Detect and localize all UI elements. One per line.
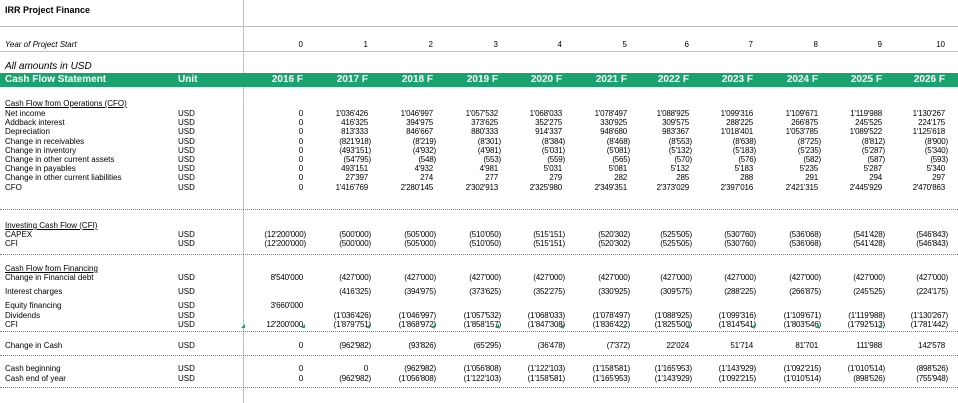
cfo-row-value: 5'132 bbox=[670, 164, 689, 174]
financing-row-label: Dividends bbox=[5, 310, 41, 320]
cfo-row-value: (565) bbox=[612, 155, 630, 164]
cfo-row-value: 5'031 bbox=[543, 164, 562, 174]
financing-row-value: (1'858'157) bbox=[463, 319, 501, 329]
cash-beginning-value: (898'526) bbox=[916, 364, 948, 373]
year-number: 1 bbox=[363, 40, 368, 49]
cfo-row-value: 5'287 bbox=[863, 164, 882, 174]
cfo-row-value: 266'875 bbox=[791, 118, 818, 128]
cfo-row-value: (576) bbox=[738, 155, 756, 164]
cfo-row-unit: USD bbox=[178, 173, 195, 183]
cfo-row-value: 2'302'913 bbox=[465, 182, 498, 192]
cfo-row-value: 1'125'618 bbox=[912, 127, 945, 137]
cfo-row-label: Net income bbox=[5, 109, 46, 118]
cfo-row-value: (593) bbox=[930, 155, 948, 164]
cfo-row-value: 373'625 bbox=[471, 118, 498, 128]
cfo-row-value: 294 bbox=[869, 173, 882, 183]
cfo-row-value: 1'130'267 bbox=[912, 109, 945, 118]
cash-end-value: (1'143'929) bbox=[654, 374, 692, 383]
cash-beginning-value: 0 bbox=[363, 364, 368, 373]
cfo-row-value: (5'132) bbox=[668, 145, 692, 155]
financing-row-value: (1'825'500) bbox=[654, 319, 692, 329]
cfo-row-value: 914'337 bbox=[535, 127, 562, 137]
cfo-row-value: (587) bbox=[867, 155, 885, 164]
section-divider bbox=[0, 387, 958, 388]
cfi-row-value: (546'843) bbox=[916, 239, 948, 249]
financing-row-value: (1'792'513) bbox=[847, 319, 885, 329]
cash-beginning-label: Cash beginning bbox=[5, 364, 61, 373]
cash-beginning-value: (1'158'581) bbox=[592, 364, 630, 373]
financing-row-unit: USD bbox=[178, 301, 195, 311]
cfo-row-value: 245'525 bbox=[855, 118, 882, 128]
cfo-row-value: 1'088'925 bbox=[656, 109, 689, 118]
financing-row-value: (1'781'442) bbox=[910, 319, 948, 329]
financing-row-value: (427'000) bbox=[469, 273, 501, 282]
cash-end-value: (1'165'953) bbox=[592, 374, 630, 383]
cfi-row-unit: USD bbox=[178, 230, 195, 239]
cfo-row-value: (5'340) bbox=[924, 145, 948, 155]
financing-row-unit: USD bbox=[178, 287, 195, 297]
financing-row-value: 3'660'000 bbox=[270, 301, 303, 311]
financing-row-value: (1'868'972) bbox=[398, 319, 436, 329]
financing-row-value: (427'000) bbox=[660, 273, 692, 282]
section-title-cfi: Investing Cash Flow (CFI) bbox=[5, 221, 98, 230]
change-in-cash-value: (7'372) bbox=[606, 341, 630, 350]
cfo-row-value: (4'981) bbox=[477, 145, 501, 155]
cfi-row-value: (505'000) bbox=[404, 230, 436, 239]
cfo-row-value: 288'225 bbox=[726, 118, 753, 128]
financing-row-value: (1'803'546) bbox=[783, 319, 821, 329]
cfo-row-unit: USD bbox=[178, 164, 195, 174]
financing-row-label: Interest charges bbox=[5, 287, 63, 297]
cfo-row-unit: USD bbox=[178, 127, 195, 137]
cfo-row-unit: USD bbox=[178, 145, 195, 155]
header-year: 2021 F bbox=[595, 74, 627, 85]
cfi-row-label: CFI bbox=[5, 239, 18, 249]
cfi-row-value: (510'050) bbox=[469, 239, 501, 249]
cash-end-value: (1'092'215) bbox=[718, 374, 756, 383]
cfo-row-value: 5'081 bbox=[608, 164, 627, 174]
financing-row-value: (427'000) bbox=[598, 273, 630, 282]
cfo-row-value: 224'175 bbox=[918, 118, 945, 128]
cfo-row-value: (5'031) bbox=[541, 145, 565, 155]
cfo-row-label: Depreciation bbox=[5, 127, 50, 137]
financing-row-value: (1'814'541) bbox=[718, 319, 756, 329]
cfo-row-value: (553) bbox=[483, 155, 501, 164]
change-in-cash-value: 51'714 bbox=[730, 341, 753, 350]
cfo-row-value: (548) bbox=[418, 155, 436, 164]
section-title-financing: Cash Flow from Financing bbox=[5, 264, 98, 273]
cash-beginning-value: (1'056'808) bbox=[463, 364, 501, 373]
financing-row-value: (266'875) bbox=[789, 287, 821, 297]
header-year: 2024 F bbox=[786, 74, 818, 85]
section-divider bbox=[0, 209, 958, 210]
year-number: 8 bbox=[813, 40, 818, 49]
cfi-row-value: (510'050) bbox=[469, 230, 501, 239]
cfo-row-value: 0 bbox=[298, 109, 303, 118]
cash-beginning-value: (1'165'953) bbox=[654, 364, 692, 373]
cfo-row-value: (8'638) bbox=[732, 136, 756, 146]
financing-row-value: 12'200'000 bbox=[266, 319, 303, 329]
cfi-row-value: (541'428) bbox=[853, 230, 885, 239]
financing-row-value: (1'836'422) bbox=[592, 319, 630, 329]
financing-row-value: (1'057'532) bbox=[463, 310, 501, 320]
cfo-row-value: 493'151 bbox=[341, 164, 368, 174]
year-number: 4 bbox=[557, 40, 562, 49]
header-year: 2023 F bbox=[721, 74, 753, 85]
cfo-row-value: (4'932) bbox=[412, 145, 436, 155]
cfo-row-value: (821'918) bbox=[339, 136, 371, 146]
cfo-row-value: (8'725) bbox=[797, 136, 821, 146]
change-in-cash-value: 22'024 bbox=[666, 341, 689, 350]
financing-row-value: (1'119'988) bbox=[848, 310, 885, 320]
change-in-cash-value: 142'578 bbox=[918, 341, 945, 350]
cfo-row-value: 1'053'785 bbox=[785, 127, 818, 137]
financing-row-value: (416'325) bbox=[339, 287, 371, 297]
financing-row-value: (330'925) bbox=[598, 287, 630, 297]
cfo-row-value: 0 bbox=[298, 173, 303, 183]
year-number: 6 bbox=[684, 40, 689, 49]
cfo-row-value: 2'349'351 bbox=[594, 182, 627, 192]
cash-end-value: (1'122'103) bbox=[463, 374, 501, 383]
cfo-row-value: (8'812) bbox=[861, 136, 885, 146]
financing-row-value: (1'130'267) bbox=[910, 310, 948, 320]
financing-row-value: (1'078'497) bbox=[592, 310, 630, 320]
header-year: 2022 F bbox=[657, 74, 689, 85]
financing-row-value: (1'109'671) bbox=[783, 310, 821, 320]
section-divider bbox=[0, 254, 958, 255]
cfo-row-value: 0 bbox=[298, 155, 303, 164]
cfo-row-value: 0 bbox=[298, 118, 303, 128]
header-label: Cash Flow Statement bbox=[5, 74, 107, 85]
cfi-row-value: (505'000) bbox=[404, 239, 436, 249]
cfo-row-value: (493'151) bbox=[339, 145, 371, 155]
cfo-row-value: 288 bbox=[740, 173, 753, 183]
cfi-row-value: (536'068) bbox=[789, 230, 821, 239]
cfo-row-value: 2'421'315 bbox=[785, 182, 818, 192]
cfo-row-value: (8'553) bbox=[668, 136, 692, 146]
cfo-row-unit: USD bbox=[178, 136, 195, 146]
financing-row-value: (1'068'033) bbox=[527, 310, 565, 320]
cfo-row-value: (8'384) bbox=[541, 136, 565, 146]
cash-end-value: (898'526) bbox=[853, 374, 885, 383]
change-in-cash-value: (36'478) bbox=[537, 341, 565, 350]
amounts-currency-label: All amounts in USD bbox=[5, 61, 92, 72]
financing-row-value: (427'000) bbox=[916, 273, 948, 282]
section-divider bbox=[0, 355, 958, 356]
financing-row-value: (1'099'316) bbox=[718, 310, 756, 320]
cfo-row-value: 0 bbox=[298, 136, 303, 146]
financing-row-value: (352'275) bbox=[533, 287, 565, 297]
cfo-row-value: 4'981 bbox=[479, 164, 498, 174]
cfo-row-value: 416'325 bbox=[341, 118, 368, 128]
cfo-row-value: 2'373'029 bbox=[656, 182, 689, 192]
header-year: 2020 F bbox=[530, 74, 562, 85]
cfi-row-label: CAPEX bbox=[5, 230, 33, 239]
financing-row-value: (245'525) bbox=[853, 287, 885, 297]
header-year: 2016 F bbox=[271, 74, 303, 85]
sheet-title: IRR Project Finance bbox=[5, 5, 91, 15]
cfo-row-value: (5'287) bbox=[861, 145, 885, 155]
financing-row-label: CFI bbox=[5, 319, 18, 329]
cash-end-value: (962'982) bbox=[339, 374, 371, 383]
cfi-row-value: (541'428) bbox=[853, 239, 885, 249]
cfo-row-value: 277 bbox=[485, 173, 498, 183]
cash-end-value: (755'948) bbox=[916, 374, 948, 383]
cfo-row-value: 0 bbox=[298, 164, 303, 174]
check-flag-icon bbox=[622, 324, 626, 328]
cfo-row-value: 1'078'497 bbox=[594, 109, 627, 118]
cfi-row-value: (515'151) bbox=[533, 239, 565, 249]
check-flag-icon bbox=[751, 324, 755, 328]
cfi-row-value: (520'302) bbox=[598, 230, 630, 239]
financing-row-value: (394'975) bbox=[404, 287, 436, 297]
cfo-row-value: (54'795) bbox=[343, 155, 371, 164]
cfo-row-value: 4'932 bbox=[414, 164, 433, 174]
cfi-row-value: (525'505) bbox=[660, 230, 692, 239]
change-in-cash-value: (962'982) bbox=[339, 341, 371, 350]
financing-row-value: (224'175) bbox=[916, 287, 948, 297]
cfo-row-unit: USD bbox=[178, 118, 195, 128]
change-in-cash-value: 0 bbox=[298, 341, 303, 350]
header-year: 2017 F bbox=[336, 74, 368, 85]
cfo-row-value: 948'680 bbox=[600, 127, 627, 137]
cfo-row-value: 0 bbox=[298, 182, 303, 192]
cfi-row-value: (500'000) bbox=[339, 230, 371, 239]
financing-row-value: (373'625) bbox=[469, 287, 501, 297]
cfo-row-label: Change in payables bbox=[5, 164, 76, 174]
check-flag-icon bbox=[815, 324, 819, 328]
financing-row-value: (1'036'426) bbox=[333, 310, 371, 320]
cash-beginning-value: 0 bbox=[298, 364, 303, 373]
check-flag-icon bbox=[495, 324, 499, 328]
cfo-row-value: 983'367 bbox=[662, 127, 689, 137]
cash-beginning-value: (1'092'215) bbox=[783, 364, 821, 373]
cfo-row-value: (5'081) bbox=[606, 145, 630, 155]
cfo-row-value: 27'397 bbox=[345, 173, 368, 183]
financing-row-unit: USD bbox=[178, 273, 195, 282]
cfi-row-value: (546'843) bbox=[916, 230, 948, 239]
cfi-row-value: (515'151) bbox=[533, 230, 565, 239]
cfo-row-value: 1'036'426 bbox=[335, 109, 368, 118]
cfo-row-label: Change in inventory bbox=[5, 145, 77, 155]
cfo-row-value: 1'119'988 bbox=[850, 109, 882, 118]
financing-row-label: Equity financing bbox=[5, 301, 62, 311]
year-number: 0 bbox=[298, 40, 303, 49]
change-in-cash-value: (93'826) bbox=[408, 341, 436, 350]
cfo-row-value: 297 bbox=[932, 173, 945, 183]
year-of-project-start-label: Year of Project Start bbox=[5, 40, 77, 49]
cash-flow-header-row bbox=[0, 73, 958, 87]
financing-row-value: (1'088'925) bbox=[654, 310, 692, 320]
title-divider bbox=[0, 26, 958, 27]
cfo-row-value: 0 bbox=[298, 127, 303, 137]
cfi-row-value: (12'200'000) bbox=[264, 230, 306, 239]
cash-end-label: Cash end of year bbox=[5, 374, 66, 383]
cfo-row-value: (582) bbox=[803, 155, 821, 164]
cfo-row-value: 5'340 bbox=[926, 164, 945, 174]
cfi-row-value: (525'505) bbox=[660, 239, 692, 249]
cfo-row-value: 279 bbox=[549, 173, 562, 183]
financing-row-value: (1'046'997) bbox=[398, 310, 436, 320]
header-year: 2026 F bbox=[913, 74, 945, 85]
cash-beginning-unit: USD bbox=[178, 364, 195, 373]
cfo-row-value: 5'235 bbox=[799, 164, 818, 174]
year-number: 2 bbox=[428, 40, 433, 49]
cfo-row-value: (8'900) bbox=[924, 136, 948, 146]
cfo-row-value: 1'057'532 bbox=[465, 109, 498, 118]
financing-row-value: (288'225) bbox=[724, 287, 756, 297]
change-in-cash-unit: USD bbox=[178, 341, 195, 350]
year-number: 3 bbox=[493, 40, 498, 49]
cfo-row-value: (570) bbox=[674, 155, 692, 164]
cfi-row-value: (536'068) bbox=[789, 239, 821, 249]
section-title-cfo: Cash Flow from Operations (CFO) bbox=[5, 99, 127, 108]
financing-row-unit: USD bbox=[178, 310, 195, 320]
cfo-row-value: 2'280'145 bbox=[400, 182, 433, 192]
cfo-row-unit: USD bbox=[178, 182, 195, 192]
cash-end-unit: USD bbox=[178, 374, 195, 383]
header-year: 2019 F bbox=[466, 74, 498, 85]
year-number: 9 bbox=[877, 40, 882, 49]
cfo-row-value: 285 bbox=[676, 173, 689, 183]
cfo-row-label: Addback interest bbox=[5, 118, 65, 128]
cash-beginning-value: (1'143'929) bbox=[718, 364, 756, 373]
cfo-row-value: 2'470'863 bbox=[912, 182, 945, 192]
cfi-row-value: (12'200'000) bbox=[264, 239, 306, 249]
financing-row-value: (427'000) bbox=[404, 273, 436, 282]
cfo-row-value: 1'089'522 bbox=[849, 127, 882, 137]
cfo-row-value: 1'068'033 bbox=[529, 109, 562, 118]
cash-beginning-value: (962'982) bbox=[404, 364, 436, 373]
cfo-row-value: 5'183 bbox=[734, 164, 753, 174]
cfo-row-value: (559) bbox=[547, 155, 565, 164]
cfo-row-value: 2'397'016 bbox=[720, 182, 753, 192]
check-flag-icon bbox=[878, 324, 882, 328]
check-flag-icon bbox=[560, 324, 564, 328]
cfo-row-value: 274 bbox=[420, 173, 433, 183]
year-number: 7 bbox=[748, 40, 753, 49]
cfo-row-value: 1'018'401 bbox=[720, 127, 753, 137]
cfo-row-value: 352'275 bbox=[535, 118, 562, 128]
change-in-cash-value: 81'701 bbox=[795, 341, 818, 350]
financing-row-value: (1'847'308) bbox=[527, 319, 565, 329]
cfo-row-value: 291 bbox=[805, 173, 818, 183]
cash-beginning-value: (1'010'514) bbox=[847, 364, 885, 373]
cfo-row-label: Change in other current assets bbox=[5, 155, 115, 164]
cfo-row-value: (5'235) bbox=[797, 145, 821, 155]
financing-row-value: (309'575) bbox=[660, 287, 692, 297]
change-in-cash-value: (65'295) bbox=[473, 341, 501, 350]
check-flag-icon bbox=[366, 324, 370, 328]
cash-end-value: (1'010'514) bbox=[783, 374, 821, 383]
financing-row-unit: USD bbox=[178, 319, 195, 329]
cfo-row-label: Change in receivables bbox=[5, 136, 85, 146]
financing-row-value: (427'000) bbox=[724, 273, 756, 282]
cfo-row-value: 1'416'769 bbox=[335, 182, 368, 192]
year-divider bbox=[0, 51, 958, 52]
cfo-row-value: 813'333 bbox=[341, 127, 368, 137]
year-number: 5 bbox=[622, 40, 627, 49]
cfo-row-label: CFO bbox=[5, 182, 22, 192]
cfo-row-value: 1'109'671 bbox=[785, 109, 818, 118]
cfo-row-value: 309'575 bbox=[662, 118, 689, 128]
cash-beginning-value: (1'122'103) bbox=[527, 364, 565, 373]
cfo-row-value: 2'325'980 bbox=[529, 182, 562, 192]
cfo-row-value: 1'046'997 bbox=[400, 109, 433, 118]
cfo-row-unit: USD bbox=[178, 155, 195, 164]
check-flag-icon bbox=[301, 324, 305, 328]
financing-row-value: (427'000) bbox=[533, 273, 565, 282]
section-divider bbox=[0, 331, 958, 332]
financing-row-value: (427'000) bbox=[789, 273, 821, 282]
year-number: 10 bbox=[936, 40, 945, 49]
change-in-cash-label: Change in Cash bbox=[5, 341, 63, 350]
cfi-row-unit: USD bbox=[178, 239, 195, 249]
financing-row-value: 8'540'000 bbox=[270, 273, 303, 282]
cfi-row-value: (500'000) bbox=[339, 239, 371, 249]
cfo-row-value: 282 bbox=[614, 173, 627, 183]
header-year: 2025 F bbox=[850, 74, 882, 85]
cfo-row-value: (5'183) bbox=[732, 145, 756, 155]
cfo-row-value: (8'468) bbox=[606, 136, 630, 146]
cfo-row-unit: USD bbox=[178, 109, 195, 118]
cfo-row-value: 1'099'316 bbox=[720, 109, 753, 118]
financing-row-label: Change in Financial debt bbox=[5, 273, 94, 282]
cfo-row-value: 2'445'929 bbox=[849, 182, 882, 192]
check-flag-icon bbox=[241, 324, 245, 328]
change-in-cash-value: 111'988 bbox=[856, 341, 882, 350]
cfo-row-value: 846'667 bbox=[406, 127, 433, 137]
header-year: 2018 F bbox=[401, 74, 433, 85]
cfo-row-value: (8'301) bbox=[477, 136, 501, 146]
cfi-row-value: (530'760) bbox=[724, 239, 756, 249]
cfi-row-value: (530'760) bbox=[724, 230, 756, 239]
check-flag-icon bbox=[686, 324, 690, 328]
header-unit: Unit bbox=[178, 74, 198, 85]
cfo-row-value: (8'219) bbox=[412, 136, 436, 146]
cash-end-value: (1'056'808) bbox=[398, 374, 436, 383]
financing-row-value: (427'000) bbox=[853, 273, 885, 282]
cash-end-value: 0 bbox=[298, 374, 303, 383]
cfo-row-value: 330'925 bbox=[600, 118, 627, 128]
cash-end-value: (1'158'581) bbox=[527, 374, 565, 383]
financing-row-value: (427'000) bbox=[339, 273, 371, 282]
cfo-row-label: Change in other current liabilities bbox=[5, 173, 122, 183]
financing-row-value: (1'879'751) bbox=[333, 319, 371, 329]
cfo-row-value: 0 bbox=[298, 145, 303, 155]
check-flag-icon bbox=[431, 324, 435, 328]
cfo-row-value: 394'975 bbox=[406, 118, 433, 128]
cfo-row-value: 880'333 bbox=[471, 127, 498, 137]
cfi-row-value: (520'302) bbox=[598, 239, 630, 249]
